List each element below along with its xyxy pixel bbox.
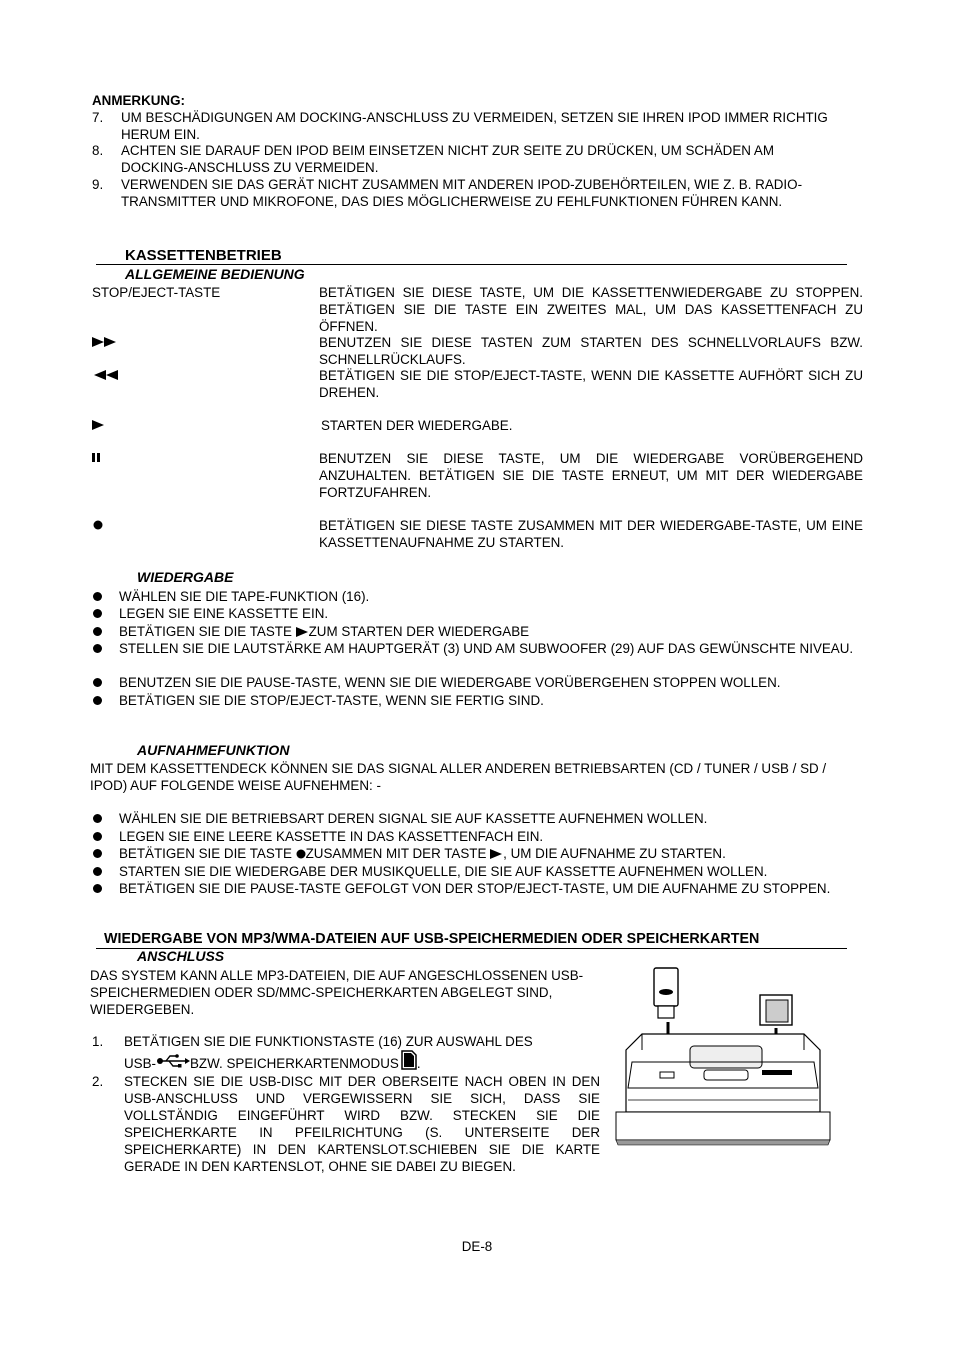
bullet-icon	[92, 605, 106, 622]
list-item-text: ZUM STARTEN DER WIEDERGABE	[308, 624, 530, 639]
bullet-icon	[92, 623, 106, 640]
list-item: WÄHLEN SIE DIE TAPE-FUNKTION (16).	[119, 589, 370, 604]
note-number: 7.	[92, 110, 104, 125]
memory-card-icon	[401, 1050, 417, 1070]
step-text: BZW. SPEICHERKARTENMODUS	[190, 1056, 399, 1071]
subsection-title-playback: WIEDERGABE	[137, 569, 234, 585]
step-text: .	[416, 1056, 421, 1071]
step-text-line	[124, 1050, 600, 1074]
list-item-text: BETÄTIGEN SIE DIE TASTE	[119, 846, 296, 861]
bullet-icon	[92, 880, 106, 897]
play-icon	[296, 627, 309, 637]
note-number: 9.	[92, 177, 104, 192]
control-description: BENUTZEN SIE DIESE TASTE, UM DIE WIEDERGABE VORÜBERGEHEND ANZUHALTEN. BETÄTIGEN SIE DIE TASTE ERNEUT, UM MIT DER WIEDERGABE FORTZUFAHREN.	[319, 451, 863, 500]
note-item: VERWENDEN SIE DAS GERÄT NICHT ZUSAMMEN MIT ANDEREN IPOD-ZUBEHÖRTEILEN, WIE Z. B. RADIO-TRANSMITTER UND MIKROFONE, DAS DIES MÖGLICHERWEISE ZU FEHLFUNKTIONEN FÜHREN KANN.	[121, 177, 803, 209]
subsection-title-general: ALLGEMEINE BEDIENUNG	[125, 266, 305, 282]
play-icon	[490, 849, 503, 859]
list-item: BETÄTIGEN SIE DIE STOP/EJECT-TASTE, WENN SIE FERTIG SIND.	[119, 693, 544, 708]
page-number: DE-8	[461, 1239, 493, 1254]
bullet-icon	[92, 588, 106, 605]
note-item: UM BESCHÄDIGUNGEN AM DOCKING-ANSCHLUSS ZU VERMEIDEN, SETZEN SIE IHREN IPOD IMMER RICHTIG HERUM EIN.	[121, 110, 828, 142]
control-description: BETÄTIGEN SIE DIE STOP/EJECT-TASTE, WENN DIE KASSETTE AUFHÖRT SICH ZU DREHEN.	[319, 368, 863, 400]
list-item: LEGEN SIE EINE KASSETTE EIN.	[119, 606, 329, 621]
fast-forward-icon	[92, 337, 118, 347]
section-rule	[96, 264, 847, 265]
list-item: BENUTZEN SIE DIE PAUSE-TASTE, WENN SIE DIE WIEDERGABE VORÜBERGEHEN STOPPEN WOLLEN.	[119, 675, 781, 690]
note-item: ACHTEN SIE DARAUF DEN IPOD BEIM EINSETZEN NICHT ZUR SEITE ZU DRÜCKEN, UM SCHÄDEN AM DOCKING-ANSCHLUSS ZU VERMEIDEN.	[121, 143, 774, 175]
subsection-title-connection: ANSCHLUSS	[137, 948, 225, 964]
list-item	[119, 845, 863, 862]
control-description: STARTEN DER WIEDERGABE.	[321, 418, 513, 433]
play-icon	[92, 420, 106, 430]
step-text: USB-	[124, 1056, 156, 1071]
bullet-icon	[92, 828, 106, 845]
list-item: STARTEN SIE DIE WIEDERGABE DER MUSIKQUELLE, DIE SIE AUF KASSETTE AUFNEHMEN WOLLEN.	[119, 864, 768, 879]
section-title-usb: WIEDERGABE VON MP3/WMA-DATEIEN AUF USB-SPEICHERMEDIEN ODER SPEICHERKARTEN	[104, 931, 760, 947]
list-item: WÄHLEN SIE DIE BETRIEBSART DEREN SIGNAL SIE AUF KASSETTE AUFNEHMEN WOLLEN.	[119, 811, 708, 826]
list-item: STELLEN SIE DIE LAUTSTÄRKE AM HAUPTGERÄT (3) UND AM SUBWOOFER (29) AUF DAS GEWÜNSCHTE NIVEAU.	[119, 641, 854, 656]
section-title-cassette: KASSETTENBETRIEB	[125, 247, 282, 264]
device-illustration	[612, 962, 834, 1147]
usb-icon	[156, 1054, 190, 1068]
bullet-icon	[92, 674, 106, 691]
list-item-text: , UM DIE AUFNAHME ZU STARTEN.	[503, 846, 726, 861]
rewind-icon	[92, 370, 120, 380]
control-description: BETÄTIGEN SIE DIESE TASTE, UM DIE KASSETTENWIEDERGABE ZU STOPPEN. BETÄTIGEN SIE DIE TASTE EIN ZWEITES MAL, UM DAS KASSETTENFACH ZU ÖFFNEN.	[319, 285, 863, 334]
record-icon	[92, 519, 104, 531]
note-heading: ANMERKUNG:	[92, 93, 185, 108]
pause-icon	[92, 453, 102, 463]
bullet-icon	[92, 863, 106, 880]
control-description: BENUTZEN SIE DIESE TASTEN ZUM STARTEN DES SCHNELLVORLAUFS BZW. SCHNELLRÜCKLAUFS.	[319, 335, 863, 367]
bullet-icon	[92, 692, 106, 709]
record-icon	[296, 849, 306, 859]
usb-intro: DAS SYSTEM KANN ALLE MP3-DATEIEN, DIE AUF ANGESCHLOSSENEN USB-SPEICHERMEDIEN ODER SD/MMC-SPEICHERKARTEN ABGELEGT SIND, WIEDERGEBEN.	[90, 968, 584, 1017]
list-item	[119, 623, 863, 640]
control-description: BETÄTIGEN SIE DIESE TASTE ZUSAMMEN MIT DER WIEDERGABE-TASTE, UM EINE KASSETTENAUFNAHME ZU STARTEN.	[319, 518, 863, 550]
list-item: LEGEN SIE EINE LEERE KASSETTE IN DAS KASSETTENFACH EIN.	[119, 829, 544, 844]
step-text: STECKEN SIE DIE USB-DISC MIT DER OBERSEITE NACH OBEN IN DEN USB-ANSCHLUSS UND VERGEWISSERN SIE SICH, DASS SIE VOLLSTÄNDIG EINGEFÜHRT WIRD BZW. STECKEN SIE DIE SPEICHERKARTE IN PFEILRICHTUNG (S. UNTERSEITE DER SPEICHERKARTE) IN DEN KARTENSLOT.SCHIEBEN SIE DIE KARTE GERADE IN DEN KARTENSLOT, OHNE SIE DABEI ZU BIEGEN.	[124, 1074, 600, 1174]
bullet-icon	[92, 810, 106, 827]
step-number: 1.	[92, 1034, 104, 1049]
list-item-text: ZUSAMMEN MIT DER TASTE	[305, 846, 491, 861]
subsection-title-recording: AUFNAHMEFUNKTION	[137, 742, 290, 758]
step-text: BETÄTIGEN SIE DIE FUNKTIONSTASTE (16) ZUR AUSWAHL DES	[124, 1034, 533, 1049]
bullet-icon	[92, 640, 106, 657]
note-number: 8.	[92, 143, 104, 158]
control-label: STOP/EJECT-TASTE	[92, 285, 221, 300]
list-item: BETÄTIGEN SIE DIE PAUSE-TASTE GEFOLGT VON DER STOP/EJECT-TASTE, UM DIE AUFNAHME ZU STOPPEN.	[119, 881, 831, 896]
recording-intro: MIT DEM KASSETTENDECK KÖNNEN SIE DAS SIGNAL ALLER ANDEREN BETRIEBSARTEN (CD / TUNER / USB / SD / IPOD) AUF FOLGENDE WEISE AUFNEHMEN: -	[90, 761, 827, 793]
step-number: 2.	[92, 1074, 104, 1089]
bullet-icon	[92, 845, 106, 862]
list-item-text: BETÄTIGEN SIE DIE TASTE	[119, 624, 296, 639]
